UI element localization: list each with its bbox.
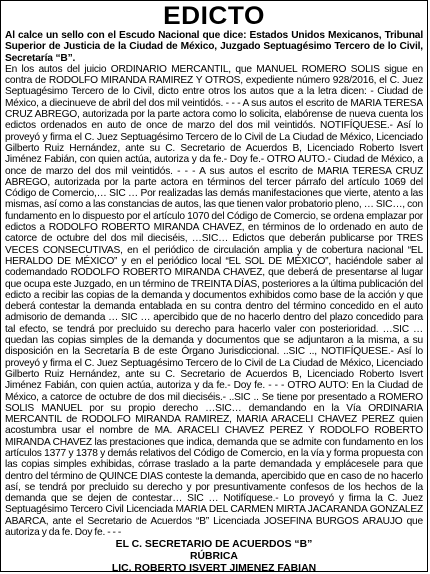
signature-name: LIC. ROBERTO ISVERT JIMENEZ FABIAN bbox=[111, 563, 317, 572]
notice-title: EDICTO bbox=[163, 2, 265, 30]
notice-body: En los autos del juicio ORDINARIO MERCANTIL, que MANUEL ROMERO SOLIS sigue en contra de RODOLFO MIRANDA RAMIREZ Y OTROS, expediente número 928/2016, el C. Juez Septuagésimo Tercero de lo Civil, dicto entre otros los autos que a la letra dicen: - Ciudad de México, a diecinueve de abril del dos mil veintidós. - - - A sus autos el escrito de MARIA TERESA CRUZ ABREGO, autorizada por la parte actora como lo solicita, elabórense de nueva cuenta los edictos ordenados en auto de once de marzo del dos mil veintidós. NOTIFÍQUESE.- Así lo proveyó y firma el C. Juez Septuagésimo Tercero de lo Civil de La Ciudad de México, Licenciado Gilberto Ruiz Hernández, ante su C. Secretario de Acuerdos B, Licenciado Roberto Isvert Jiménez Fabián, con quien actúa, autoriza y da fe.- Doy fe.- OTRO AUTO.- Ciudad de México, a once de marzo del dos mil veintidós. - - - A sus autos el escrito de MARIA TERESA CRUZ ABREGO, autorizada por la parte actora en términos del tercer párrafo del artículo 1069 del Código de Comercio,… SIC … Por realizadas las demás manifestaciones que vierte, atento a las mismas, así como a las constancias de autos, las que tienen valor probatorio pleno, … SIC…, con fundamento en lo dispuesto por el artículo 1070 del Código de Comercio, se ordena emplazar por edictos a RODOLFO ROBERTO MIRANDA CHAVEZ, en términos de lo ordenado en auto de catorce de octubre del dos mil dieciséis, …SIC… Edictos que deberán publicarse por TRES VECES CONSECUTIVAS, en el periódico de circulación amplia y de cobertura nacional “EL HERALDO DE MÉXICO” y en el periódico local “EL SOL DE MÉXICO”, haciéndole saber al codemandado RODOLFO ROBERTO MIRANDA CHAVEZ, que deberá de presentarse al lugar que ocupa este Juzgado, en un término de TREINTA DÍAS, posteriores a la última publicación del edicto a recibir las copias de la demanda y documentos exhibidos como base de la acción y que deberá contestar la demanda entablada en su contra dentro del término concedido en el auto admisorio de demanda … SIC … apercibido que de no hacerlo dentro del plazo concedido para tal efecto, se tendrá por precluido su derecho para hacerlo valer con posterioridad. …SIC … quedan las copias simples de la demanda y documentos que se adjuntaron a la misma, a su disposición en la Secretaría B de este Órgano Jurisdiccional. ..SIC .., NOTIFÍQUESE.- Así lo proveyó y firma el C. Juez Septuagésimo Tercero de lo Civil de La Ciudad de México, Licenciado Gilberto Ruiz Hernández, ante su C. Secretario de Acuerdos B, Licenciado Roberto Isvert Jiménez Fabián, con quien actúa, autoriza y da fe.- Doy fe. - - - OTRO AUTO: En la Ciudad de México, a catorce de octubre de dos mil dieciséis.- ..SIC .. Se tiene por presentado a ROMERO SOLIS MANUEL por su propio derecho …SIC… demandando en la Vía ORDINARIA MERCANTIL de RODOLFO MIRANDA RAMIREZ, MARIA ARACELI CHAVEZ PEREZ quien acostumbra usar el nombre de MA. ARACELI CHAVEZ PEREZ Y RODOLFO ROBERTO MIRANDA CHAVEZ las prestaciones que indica, demanda que se admite con fundamento en los artículos 1377 y 1378 y demás relativos del Código de Comercio, en la vía y forma propuesta con las copias simples exhibidas, córrase traslado a la parte demandada y emplácesele para que dentro del término de QUINCE DIAS conteste la demanda, apercibido que en caso de no hacerlo así, se tendrá por precluido su derecho y por presuntivamente confesos de los hechos de la demanda que se dejen de contestar… SIC … Notifíquese.- Lo proveyó y firma la C. Juez Septuagésimo Tercero Civil Licenciada MARIA DEL CARMEN MIRTA JACARANDA GONZALEZ ABARCA, ante el Secretario de Acuerdos “B” Licenciada JOSEFINA BURGOS ARAUJO que autoriza y da fe. Doy fe. - - - bbox=[5, 63, 423, 539]
signature-secretary-title: EL C. SECRETARIO DE ACUERDOS “B” bbox=[115, 539, 313, 551]
seal-description: Al calce un sello con el Escudo Nacional que dice: Estados Unidos Mexicanos, Tribunal Superior de Justicia de la Ciudad de México, Juzgado Septuagésimo Tercero de lo Civil, Secretaría “B”. bbox=[5, 30, 423, 64]
signature-rubric: RÚBRICA bbox=[190, 551, 238, 563]
